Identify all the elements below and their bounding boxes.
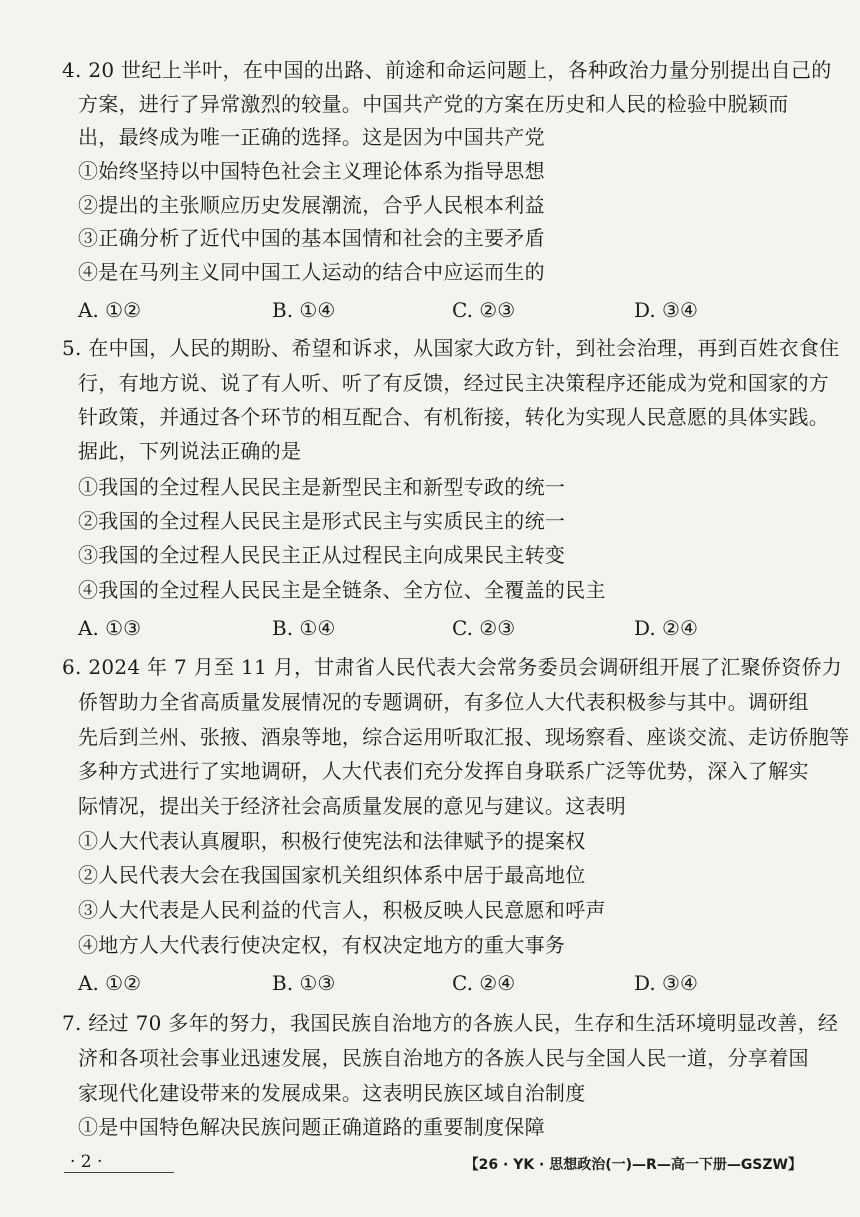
statement-3: ③人大代表是人民利益的代言人，积极反映人民意愿和呼声 <box>78 898 606 922</box>
option-a: A. ①② <box>78 298 142 322</box>
option-b: B. ①④ <box>272 616 336 640</box>
option-d: D. ③④ <box>634 298 698 322</box>
question-stem-line: 家现代化建设带来的发展成果。这表明民族区域自治制度 <box>78 1081 586 1105</box>
statement-4: ④地方人大代表行使决定权，有权决定地方的重大事务 <box>78 933 566 957</box>
statement-3: ③我国的全过程人民民主正从过程民主向成果民主转变 <box>78 543 566 567</box>
statement-1: ①我国的全过程人民民主是新型民主和新型专政的统一 <box>78 475 566 499</box>
option-c: C. ②③ <box>452 616 516 640</box>
page-number: · 2 · <box>70 1152 103 1172</box>
question-stem-line: 出，最终成为唯一正确的选择。这是因为中国共产党 <box>78 125 545 149</box>
statement-4: ④是在马列主义同中国工人运动的结合中应运而生的 <box>78 260 545 284</box>
exam-code: 【26 · YK · 思想政治(一)—R—高一下册—GSZW】 <box>464 1157 802 1173</box>
statement-1: ①始终坚持以中国特色社会主义理论体系为指导思想 <box>78 159 545 183</box>
statement-2: ②我国的全过程人民民主是形式民主与实质民主的统一 <box>78 509 566 533</box>
option-b: B. ①③ <box>272 971 336 995</box>
statement-4: ④我国的全过程人民民主是全链条、全方位、全覆盖的民主 <box>78 578 606 602</box>
question-stem-line: 针政策，并通过各个环节的相互配合、有机衔接，转化为实现人民意愿的具体实践。 <box>78 405 830 429</box>
question-stem-line: 侨智助力全省高质量发展情况的专题调研，有多位人大代表积极参与其中。调研组 <box>78 690 809 714</box>
statement-3: ③正确分析了近代中国的基本国情和社会的主要矛盾 <box>78 226 545 250</box>
question-stem-line: 济和各项社会事业迅速发展，民族自治地方的各族人民与全国人民一道，分享着国 <box>78 1046 809 1070</box>
statement-1: ①是中国特色解决民族问题正确道路的重要制度保障 <box>78 1115 545 1139</box>
statement-2: ②人民代表大会在我国国家机关组织体系中居于最高地位 <box>78 863 586 887</box>
option-d: D. ②④ <box>634 616 698 640</box>
option-a: A. ①③ <box>78 616 142 640</box>
question-stem-line: 方案，进行了异常激烈的较量。中国共产党的方案在历史和人民的检验中脱颖而 <box>78 92 789 116</box>
option-d: D. ③④ <box>634 971 698 995</box>
statement-2: ②提出的主张顺应历史发展潮流，合乎人民根本利益 <box>78 193 545 217</box>
footer-rule <box>64 1172 174 1173</box>
question-stem-line: 际情况，提出关于经济社会高质量发展的意见与建议。这表明 <box>78 794 627 818</box>
question-stem-line: 7. 经过 70 多年的努力，我国民族自治地方的各族人民，生存和生活环境明显改善，经 <box>62 1011 839 1035</box>
question-stem-line: 据此，下列说法正确的是 <box>78 439 302 463</box>
question-stem-line: 6. 2024 年 7 月至 11 月，甘肃省人民代表大会常务委员会调研组开展了汇聚侨资侨力 <box>62 655 843 679</box>
question-stem-line: 行，有地方说、说了有人听、听了有反馈，经过民主决策程序还能成为党和国家的方 <box>78 371 830 395</box>
question-stem-line: 多种方式进行了实地调研，人大代表们充分发挥自身联系广泛等优势，深入了解实 <box>78 759 809 783</box>
statement-1: ①人大代表认真履职，积极行使宪法和法律赋予的提案权 <box>78 829 586 853</box>
option-a: A. ①② <box>78 971 142 995</box>
question-stem-line: 5. 在中国，人民的期盼、希望和诉求，从国家大政方针，到社会治理，再到百姓衣食住 <box>62 336 840 360</box>
question-stem-line: 4. 20 世纪上半叶，在中国的出路、前途和命运问题上，各种政治力量分别提出自己的 <box>62 58 832 82</box>
question-stem-line: 先后到兰州、张掖、酒泉等地，综合运用听取汇报、现场察看、座谈交流、走访侨胞等 <box>78 725 850 749</box>
option-b: B. ①④ <box>272 298 336 322</box>
option-c: C. ②④ <box>452 971 516 995</box>
option-c: C. ②③ <box>452 298 516 322</box>
